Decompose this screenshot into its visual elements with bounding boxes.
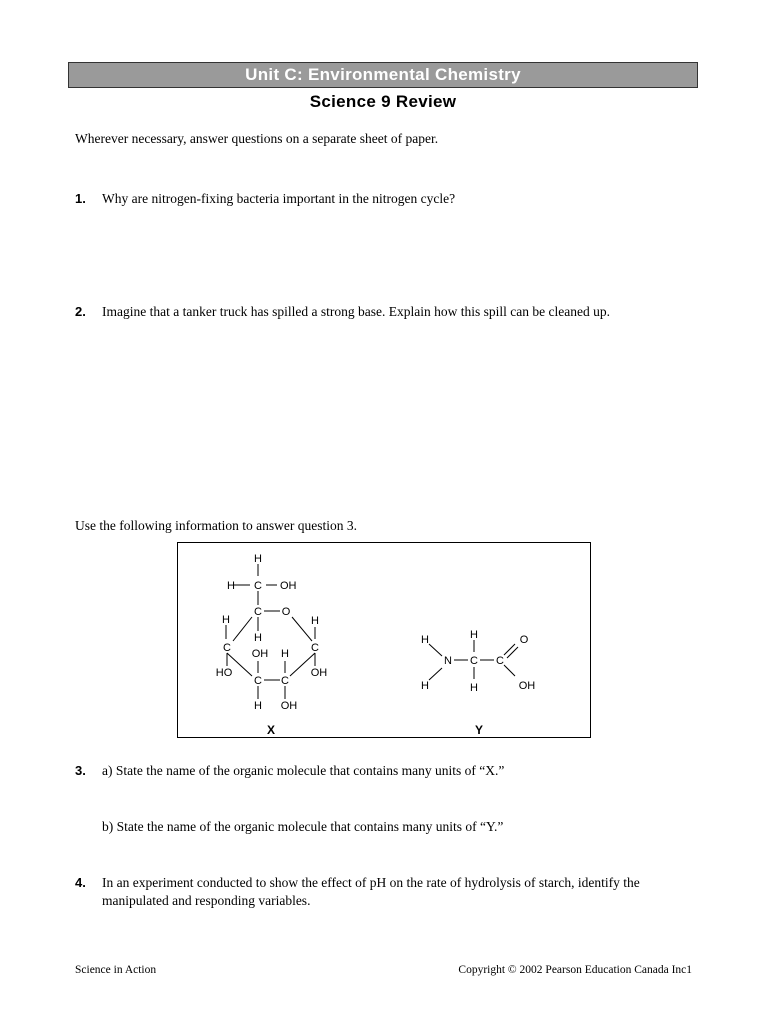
atom-x-c5: C	[254, 606, 262, 618]
atom-x-c1: C	[311, 642, 319, 654]
atom-x-h-c6: H	[227, 580, 235, 592]
atom-y-n: N	[444, 655, 452, 667]
molecule-y-label: Y	[474, 723, 484, 737]
footer-left: Science in Action	[75, 964, 157, 976]
unit-title-banner	[68, 62, 698, 88]
atom-x-c6: C	[254, 580, 262, 592]
question-4-number: 4.	[75, 875, 86, 890]
atom-x-h-c5: H	[254, 632, 262, 644]
atom-x-h-c3: H	[254, 700, 262, 712]
atom-x-h-top: H	[254, 553, 262, 565]
review-title: Science 9 Review	[309, 92, 457, 111]
footer-right: Copyright © 2002 Pearson Education Canada Inc1	[458, 964, 692, 976]
atom-x-h-c4: H	[222, 614, 230, 626]
molecule-diagram	[178, 543, 590, 737]
atom-y-h-ca-bottom: H	[470, 682, 478, 694]
info-prompt: Use the following information to answer question 3.	[75, 518, 357, 533]
atom-y-h-ca-top: H	[470, 629, 478, 641]
question-1-number: 1.	[75, 191, 86, 206]
atom-x-c2: C	[281, 675, 289, 687]
atom-y-h-n-bottom: H	[421, 680, 429, 692]
atom-x-oh-c6: OH	[280, 580, 297, 592]
atom-x-h-c2: H	[281, 648, 289, 660]
question-1-text: Why are nitrogen-fixing bacteria important in the nitrogen cycle?	[102, 191, 456, 206]
question-3b-text: b) State the name of the organic molecule that contains many units of “Y.”	[102, 819, 504, 834]
atom-y-h-n-top: H	[421, 634, 429, 646]
atom-y-cc: C	[496, 655, 504, 667]
question-2-text: Imagine that a tanker truck has spilled a strong base. Explain how this spill can be cleaned up.	[102, 304, 610, 319]
atom-x-oh-c3: OH	[251, 648, 269, 660]
question-4-text: In an experiment conducted to show the effect of pH on the rate of hydrolysis of starch, identify the manipulated and responding variables.	[102, 875, 640, 908]
molecule-x-atoms	[216, 553, 328, 712]
unit-title: Unit C: Environmental Chemistry	[245, 65, 521, 84]
question-3a-text: a) State the name of the organic molecule that contains many units of “X.”	[102, 763, 505, 778]
molecule-y-atoms	[421, 629, 535, 694]
atom-x-ho-c4: HO	[215, 667, 233, 679]
atom-x-oh-c2: OH	[280, 700, 298, 712]
question-2-number: 2.	[75, 304, 86, 319]
atom-x-c3: C	[254, 675, 262, 687]
atom-x-c4: C	[223, 642, 231, 654]
instructions: Wherever necessary, answer questions on a separate sheet of paper.	[75, 131, 439, 146]
atom-y-ca: C	[470, 655, 478, 667]
molecule-x-label: X	[266, 723, 276, 737]
molecule-x-bonds	[226, 564, 315, 699]
atom-y-oh: OH	[518, 680, 536, 692]
atom-x-oh-c1: OH	[310, 667, 328, 679]
molecule-figure	[177, 542, 591, 738]
atom-y-o-double: O	[519, 634, 529, 646]
atom-x-h-c1: H	[311, 615, 319, 627]
question-3-number: 3.	[75, 763, 86, 778]
atom-x-o-ring: O	[281, 606, 291, 618]
